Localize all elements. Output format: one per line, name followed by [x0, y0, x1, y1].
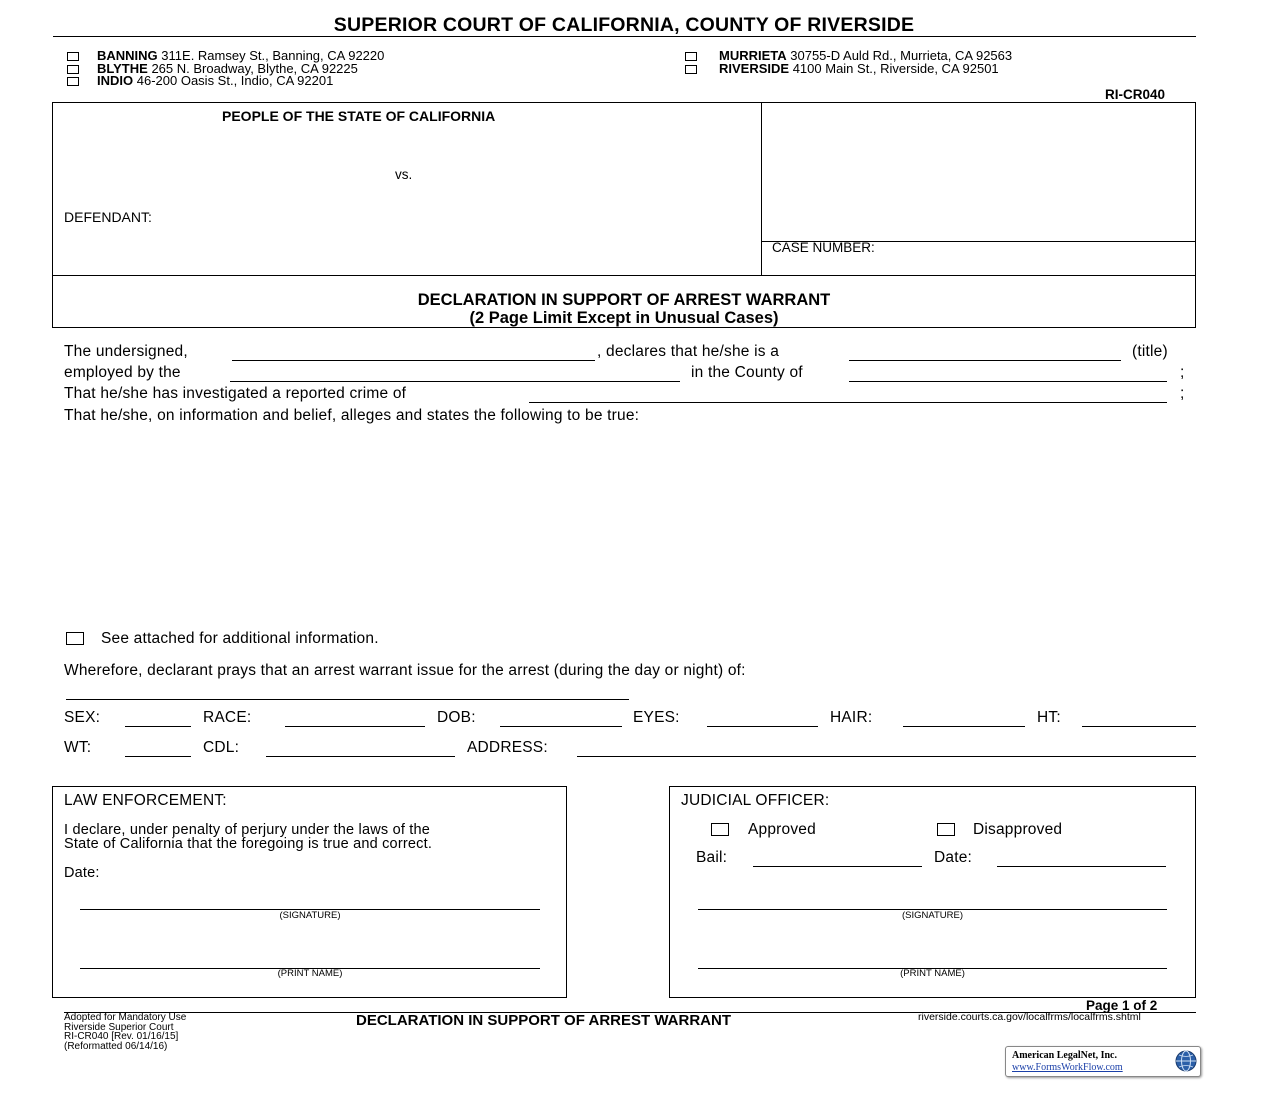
- sex-field[interactable]: [125, 726, 191, 727]
- page-number: Page 1 of 2: [1086, 998, 1158, 1013]
- form-code: RI-CR040: [1105, 87, 1166, 102]
- cdl-label: CDL:: [203, 739, 240, 756]
- caption-divider: [761, 102, 762, 275]
- case-number-label: CASE NUMBER:: [772, 240, 875, 255]
- race-label: RACE:: [203, 709, 252, 726]
- le-print-name-caption: (PRINT NAME): [277, 968, 343, 979]
- declares-label: , declares that he/she is a: [597, 343, 780, 360]
- judicial-officer-box: [669, 786, 1196, 998]
- hair-label: HAIR:: [830, 709, 873, 726]
- riverside-checkbox[interactable]: [685, 65, 697, 74]
- undersigned-label: The undersigned,: [64, 343, 188, 360]
- county-label: in the County of: [691, 364, 803, 381]
- semicolon-2: ;: [1180, 385, 1185, 402]
- banning-checkbox[interactable]: [67, 52, 79, 61]
- statement-area[interactable]: [64, 430, 1196, 620]
- court-riverside: RIVERSIDE 4100 Main St., Riverside, CA 92501: [719, 61, 999, 76]
- investigated-label: That he/she has investigated a reported crime of: [64, 385, 407, 402]
- disapproved-label: Disapproved: [973, 821, 1063, 838]
- form-subtitle: (2 Page Limit Except in Unusual Cases): [469, 309, 779, 327]
- logo-url: www.FormsWorkFlow.com: [1012, 1062, 1123, 1073]
- bail-field[interactable]: [753, 866, 922, 867]
- murrieta-checkbox[interactable]: [685, 52, 697, 61]
- defendant-label: DEFENDANT:: [64, 209, 152, 225]
- approved-checkbox[interactable]: [711, 823, 729, 836]
- law-enforcement-box: [52, 786, 567, 998]
- perjury-line-2: State of California that the foregoing is true and correct.: [64, 836, 433, 852]
- title-label: (title): [1132, 343, 1168, 360]
- county-field[interactable]: [849, 381, 1167, 382]
- court-indio: INDIO 46-200 Oasis St., Indio, CA 92201: [97, 73, 334, 88]
- logo-company: American LegalNet, Inc.: [1012, 1050, 1117, 1061]
- globe-icon: [1174, 1049, 1198, 1073]
- employed-label: employed by the: [64, 364, 181, 381]
- sex-label: SEX:: [64, 709, 101, 726]
- title-rule: [52, 275, 1196, 276]
- semicolon-1: ;: [1180, 364, 1185, 381]
- dob-label: DOB:: [437, 709, 476, 726]
- eyes-label: EYES:: [633, 709, 680, 726]
- bail-label: Bail:: [696, 849, 728, 866]
- perjury-line-1: I declare, under penalty of perjury under the laws of the: [64, 822, 431, 838]
- footer-court: Riverside Superior Court: [64, 1022, 174, 1033]
- footer-url[interactable]: riverside.courts.ca.gov/localfrms/localfrms.shtml: [918, 1011, 1141, 1023]
- ht-label: HT:: [1037, 709, 1061, 726]
- declarant-name-field[interactable]: [232, 360, 595, 361]
- le-date-label: Date:: [64, 865, 100, 881]
- wt-label: WT:: [64, 739, 92, 756]
- judicial-officer-heading: JUDICIAL OFFICER:: [681, 792, 830, 809]
- header-rule: [53, 36, 1196, 37]
- wherefore-label: Wherefore, declarant prays that an arrest warrant issue for the arrest (during the day or night) of:: [64, 662, 746, 679]
- address-field[interactable]: [577, 756, 1196, 757]
- vs-label: vs.: [395, 167, 413, 182]
- footer-rev: RI-CR040 [Rev. 01/16/15]: [64, 1031, 179, 1042]
- dob-field[interactable]: [500, 726, 622, 727]
- jo-date-field[interactable]: [997, 866, 1166, 867]
- footer-reformatted: (Reformatted 06/14/16): [64, 1041, 168, 1052]
- cdl-field[interactable]: [266, 756, 455, 757]
- law-enforcement-heading: LAW ENFORCEMENT:: [64, 792, 227, 809]
- crime-field[interactable]: [529, 402, 1167, 403]
- eyes-field[interactable]: [707, 726, 818, 727]
- legalnet-logo[interactable]: [1005, 1046, 1201, 1077]
- address-label: ADDRESS:: [467, 739, 548, 756]
- approved-label: Approved: [748, 821, 816, 838]
- court-blythe: BLYTHE 265 N. Broadway, Blythe, CA 92225: [97, 61, 358, 76]
- le-signature-caption: (SIGNATURE): [279, 910, 341, 921]
- court-banning: BANNING 311E. Ramsey St., Banning, CA 92220: [97, 48, 385, 63]
- alleges-label: That he/she, on information and belief, alleges and states the following to be true:: [64, 407, 640, 424]
- hair-field[interactable]: [903, 726, 1025, 727]
- attached-checkbox[interactable]: [66, 632, 84, 645]
- employer-field[interactable]: [230, 381, 680, 382]
- indio-checkbox[interactable]: [67, 77, 79, 86]
- court-murrieta: MURRIETA 30755-D Auld Rd., Murrieta, CA 92563: [719, 48, 1013, 63]
- jo-signature-caption: (SIGNATURE): [901, 910, 964, 921]
- blythe-checkbox[interactable]: [67, 65, 79, 74]
- court-title: SUPERIOR COURT OF CALIFORNIA, COUNTY OF RIVERSIDE: [333, 14, 915, 36]
- ht-field[interactable]: [1082, 726, 1196, 727]
- jo-print-name-caption: (PRINT NAME): [900, 968, 965, 979]
- form-title: DECLARATION IN SUPPORT OF ARREST WARRANT: [417, 291, 831, 309]
- people-label: PEOPLE OF THE STATE OF CALIFORNIA: [222, 108, 496, 124]
- declarant-title-field[interactable]: [849, 360, 1121, 361]
- arrestee-name-field[interactable]: [66, 699, 629, 700]
- disapproved-checkbox[interactable]: [937, 823, 955, 836]
- footer-title: DECLARATION IN SUPPORT OF ARREST WARRANT: [356, 1012, 731, 1029]
- attached-label: See attached for additional information.: [101, 630, 379, 647]
- footer-adopted: Adopted for Mandatory Use: [64, 1012, 187, 1023]
- race-field[interactable]: [285, 726, 425, 727]
- wt-field[interactable]: [125, 756, 191, 757]
- jo-date-label: Date:: [934, 849, 973, 866]
